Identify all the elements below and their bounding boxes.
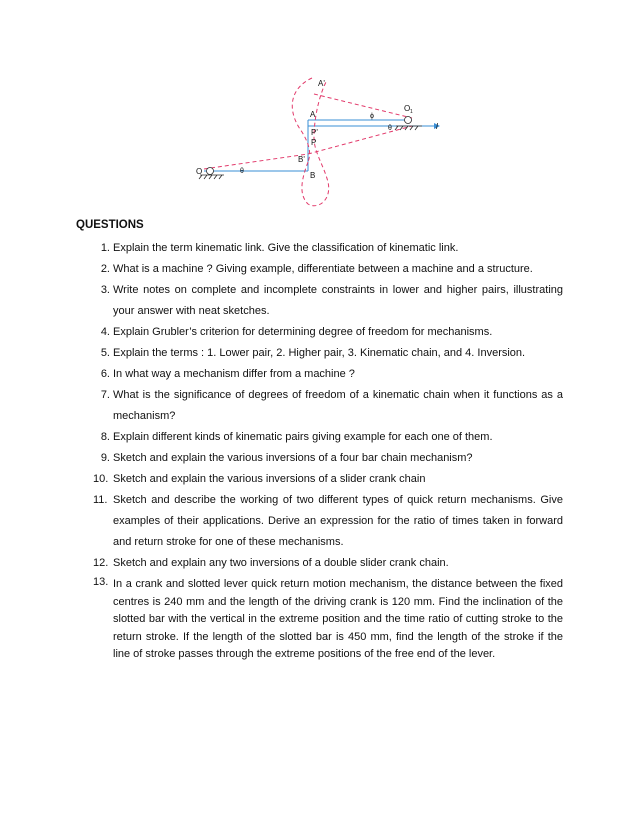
question-item	[76, 364, 563, 385]
label-a-prime: A'	[318, 79, 325, 88]
question-item	[76, 427, 563, 448]
question-item	[76, 259, 563, 280]
label-o1: O	[404, 104, 411, 113]
question-item	[76, 280, 563, 322]
question-item	[76, 448, 563, 469]
pivot-o1	[405, 117, 412, 124]
question-item	[76, 490, 563, 553]
question-number: 1.	[100, 242, 110, 254]
dashed-a-prime-o1	[314, 94, 412, 118]
question-text: Explain the term kinematic link. Give the classification of kinematic link.	[113, 242, 459, 254]
question-number: 11.	[93, 494, 108, 506]
question-text: Sketch and explain the various inversions of a slider crank chain	[113, 473, 426, 485]
question-number: 7.	[100, 389, 110, 401]
mechanism-figure	[190, 70, 450, 220]
question-item	[76, 385, 563, 427]
label-b-prime: B'	[298, 155, 305, 164]
dashed-o-b-prime	[204, 154, 308, 169]
question-number: 8.	[100, 431, 110, 443]
question-number: 12.	[93, 557, 109, 569]
question-number: 5.	[100, 347, 110, 359]
question-text: In what way a mechanism differ from a machine ?	[113, 368, 355, 380]
label-phi: ϕ	[370, 113, 374, 120]
question-number: 6.	[100, 368, 110, 380]
label-b: B	[310, 171, 316, 180]
label-a: A	[310, 110, 316, 119]
question-text: Explain the terms : 1. Lower pair, 2. Higher pair, 3. Kinematic chain, and 4. Inversion.	[113, 347, 526, 359]
section-title: QUESTIONS	[76, 219, 144, 231]
question-text: Explain different kinds of kinematic pairs giving example for each one of them.	[113, 431, 493, 443]
label-theta-right: θ	[388, 125, 392, 132]
question-number: 3.	[100, 284, 110, 296]
ground-o	[199, 175, 224, 179]
question-text: Sketch and explain any two inversions of a double slider crank chain.	[113, 557, 449, 569]
pivot-o	[207, 168, 214, 175]
question-number: 9.	[100, 452, 110, 464]
question-item	[76, 322, 563, 343]
label-l: l	[436, 122, 438, 131]
question-text: Explain Grubler’s criterion for determining degree of freedom for mechanisms.	[113, 326, 493, 338]
label-theta-left: θ	[240, 168, 244, 175]
question-item	[76, 574, 563, 664]
question-text: What is a machine ? Giving example, differentiate between a machine and a structure.	[113, 263, 533, 275]
label-o1-sub: 1	[410, 109, 413, 115]
question-number: 10.	[93, 473, 109, 485]
label-p: P	[311, 138, 317, 147]
question-number: 2.	[100, 263, 110, 275]
question-text: Write notes on complete and incomplete constraints in lower and higher pairs, illustrating your answer with neat sketches.	[113, 284, 563, 317]
question-text: Sketch and describe the working of two different types of quick return mechanisms. Give examples of their applications. Derive an expression for the ratio of times taken in forward and return stroke for one of these mechanisms.	[113, 494, 563, 548]
dashed-b-prime-o1	[308, 126, 412, 154]
label-p-prime: P'	[311, 128, 318, 137]
question-item	[76, 469, 563, 490]
question-item	[76, 238, 563, 259]
question-text: In a crank and slotted lever quick return motion mechanism, the distance between the fixed centres is 240 mm and the length of the driving crank is 120 mm. Find the inclination of the slotted bar with the vertical in the extreme position and the time ratio of cutting stroke to the return stroke. If the length of the slotted bar is 450 mm, find the length of the stroke if the line of stroke passes through the extreme positions of the free end of the lever.	[113, 578, 563, 660]
question-text: Sketch and explain the various inversions of a four bar chain mechanism?	[113, 452, 473, 464]
question-number: 4.	[100, 326, 110, 338]
question-number: 13.	[93, 576, 109, 588]
label-o: O	[196, 167, 203, 176]
question-list	[76, 238, 563, 664]
question-item	[76, 553, 563, 574]
question-text: What is the significance of degrees of freedom of a kinematic chain when it functions as a mechanism?	[113, 389, 563, 422]
question-item	[76, 343, 563, 364]
